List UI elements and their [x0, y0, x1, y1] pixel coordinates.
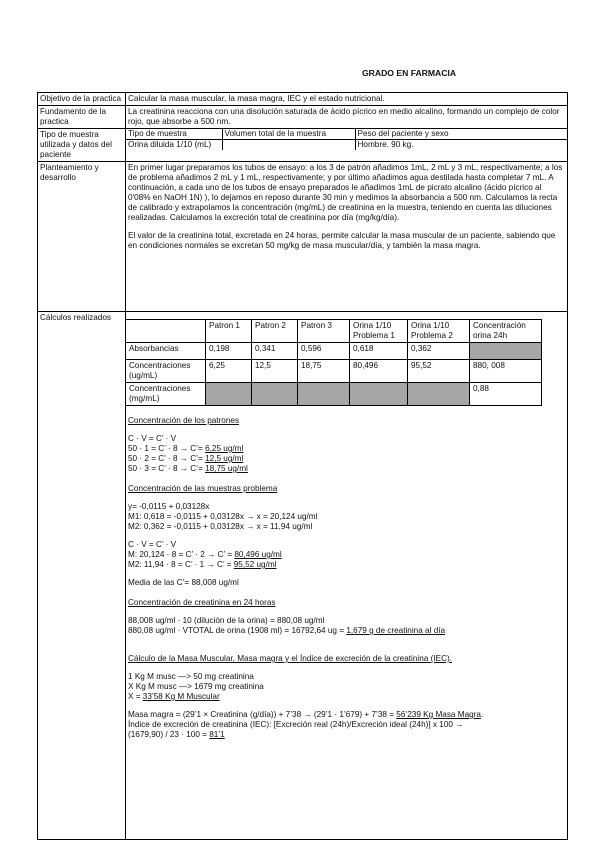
results-cell: 0,88 [470, 383, 542, 406]
formula: C · V = C’ · V [128, 434, 177, 443]
calc-line: Media de las C’= 88,008 ug/ml [128, 578, 239, 587]
results-cell: Concentraciones (ug/mL) [126, 360, 206, 383]
row-objetivo [38, 93, 568, 106]
muestra-value: Orina diluida 1/10 (mL) [126, 140, 222, 151]
practice-table [37, 92, 568, 840]
calc-line: M: 20,124 · 8 = C’ · 2 → C’ = 80,496 ug/ml [128, 550, 282, 559]
calc-line: M2: 0,362 = -0,0115 + 0,03128x → x = 11,94 ug/ml [128, 522, 313, 531]
calc-line: 50 · 1 = C’ · 8 → C’= 6,25 ug/ml [128, 444, 244, 453]
results-cell-empty [470, 343, 542, 360]
results-cell: 12,5 [252, 360, 298, 383]
results-header-row [126, 320, 542, 343]
calc-line: 50 · 3 = C’ · 8 → C’= 18,75 ug/ml [128, 464, 248, 473]
calc-line: X Kg M musc —> 1679 mg creatinina [128, 682, 264, 691]
label-objetivo: Objetivo de la practica [38, 93, 126, 106]
results-cell-empty [350, 383, 408, 406]
results-header: Patron 1 [206, 320, 252, 343]
calc-line: 88,008 ug/ml · 10 (dilución de la orina) = 880,08 ug/ml [128, 616, 325, 625]
muestra-value: Hombre. 90 kg. [355, 140, 567, 151]
results-cell: Absorbancias [126, 343, 206, 360]
results-row [126, 343, 542, 360]
results-cell-empty [298, 383, 350, 406]
calc-line: M2: 11,94 · 8 = C’ · 1 → C’ = 95,52 ug/ml [128, 560, 277, 569]
text-objetivo: Calcular la masa muscular, la masa magra, IEC y el estado nutricional. [126, 93, 568, 106]
results-cell: 0,596 [298, 343, 350, 360]
results-cell: 0,341 [252, 343, 298, 360]
results-cell: 0,362 [408, 343, 470, 360]
muestra-header: Tipo de muestra [126, 129, 222, 140]
muestra-header: Volumen total de la muestra [222, 129, 355, 140]
formula: C · V = C’ · V [128, 540, 177, 549]
planteamiento-paragraph: El valor de la creatinina total, excretada en 24 horas, permite calcular la masa muscular de un paciente, sabiendo que en condiciones normales se excretan 50 mg/kg de masa muscular/día, y también la masa magra. [128, 231, 556, 250]
results-header: Concentración orina 24h [470, 320, 542, 343]
results-cell: Concentraciones (mg/mL) [126, 383, 206, 406]
results-cell-empty [206, 383, 252, 406]
results-header: Orina 1/10 Problema 1 [350, 320, 408, 343]
label-calculos: Cálculos realizados [38, 312, 126, 840]
results-row [126, 360, 542, 383]
row-muestra [38, 129, 568, 162]
section-title-creatinina: Concentración de creatinina en 24 horas [128, 598, 276, 607]
calc-line: Masa magra = (29’1 × Creatinina (g/día)) + 7’38 → (29’1 · 1’679) + 7’38 = 56’239 Kg Masa Magra. [128, 710, 484, 719]
calc-line: 1 Kg M musc —> 50 mg creatinina [128, 672, 254, 681]
calc-line: M1: 0,618 = -0,0115 + 0,03128x → x = 20,124 ug/ml [128, 512, 318, 521]
results-header: Patron 2 [252, 320, 298, 343]
results-header: Orina 1/10 Problema 2 [408, 320, 470, 343]
page-title: GRADO EN FARMACIA [362, 68, 457, 78]
results-cell: 95,52 [408, 360, 470, 383]
results-cell: 18,75 [298, 360, 350, 383]
planteamiento-paragraph: En primer lugar preparamos los tubos de ensayo: a los 3 de patrón añadimos 1mL, 2 mL y 3 mL, respectivamente; a los de problema añadimos 2 mL y 1 mL, respectivamente; y por último añadimos agua destilada hasta completar 7 mL. A continuación, a cada uno de los tubos de ensayo preparados le añadimos 1mL de picrato alcalino (ácido pícrico al 0'08% en NaOH 1N) ), lo dejamos en reposo durante 30 min y medimos la absorbancia a 500 nm. Calculamos la recta de calibrado y extrapolamos la concentración (mg/mL) de creatinina en la muestra, teniendo en cuenta las diluciones realizadas. Calculamos la excreción total de creatinina por día (mg/kg/día). [128, 163, 563, 222]
results-cell: 880, 008 [470, 360, 542, 383]
results-table [125, 319, 542, 406]
muestra-cell [126, 129, 568, 162]
calc-line: 880,08 ug/ml · VTOTAL de orina (1908 ml) = 16792,64 ug = 1,679 g de creatinina al día [128, 626, 446, 635]
calc-line: (1679,90) / 23 · 100 = 81’1 [128, 730, 225, 739]
results-cell: 0,618 [350, 343, 408, 360]
label-planteamiento: Planteamiento y desarrollo [38, 162, 126, 312]
calc-line: 50 · 2 = C’ · 8 → C’= 12,5 ug/ml [128, 454, 244, 463]
muestra-header: Peso del paciente y sexo [355, 129, 567, 140]
results-cell-empty [252, 383, 298, 406]
calc-line: X = 33’58 Kg M Muscular [128, 692, 220, 701]
section-title-problema: Concentración de las muestras problema [128, 484, 278, 493]
results-header [126, 320, 206, 343]
calc-line: y= -0,0115 + 0,03128x [128, 502, 210, 511]
label-fundamento: Fundamento de la practica [38, 106, 126, 129]
results-header: Patron 3 [298, 320, 350, 343]
calc-line: Índice de excreción de creatinina (IEC): [Excreción real (24h)/Excreción ideal (24h)] x 100 → [128, 720, 464, 729]
section-title-masa: Cálculo de la Masa Muscular, Masa magra y el Índice de excreción de la creatinina (IEC). [128, 654, 453, 663]
row-planteamiento [38, 162, 568, 312]
results-cell-empty [408, 383, 470, 406]
results-cell: 0,198 [206, 343, 252, 360]
muestra-value [222, 140, 355, 151]
results-row [126, 383, 542, 406]
row-calculos [38, 312, 568, 840]
row-fundamento [38, 106, 568, 129]
muestra-subtable [126, 129, 567, 150]
results-cell: 6,25 [206, 360, 252, 383]
text-fundamento: La creatinina reacciona con una disolución saturada de ácido pícrico en medio alcalino, formando un complejo de color rojo, que absorbe a 500 nm. [126, 106, 568, 129]
label-muestra: Tipo de muestra utilizada y datos del paciente [38, 129, 126, 162]
planteamiento-cell [126, 162, 568, 312]
results-cell: 80,496 [350, 360, 408, 383]
section-title-patrones: Concentración de los patrones [128, 416, 240, 425]
calculos-cell [126, 312, 568, 840]
